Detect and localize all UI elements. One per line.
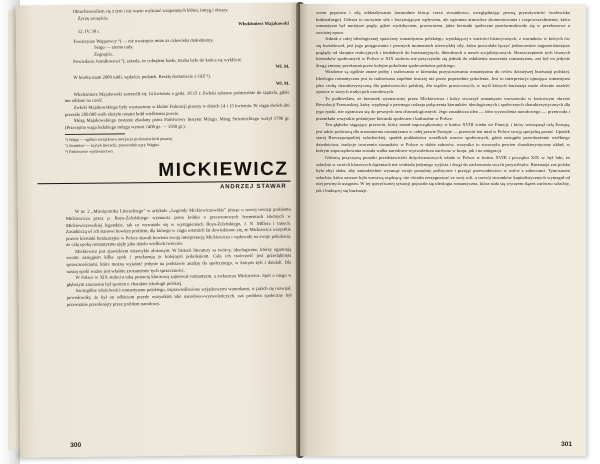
footnote-8: ⁸) Państwowe wydawnictwo. [65,148,114,155]
article-title: MICKIEWICZ [158,158,289,182]
right-paragraph-2: Jednak z całej ideologicznej spuścizny romantyzmu polskiego, wynikającej z wartości historycznych, z warunków w których ów się kształtował, jest jego potęgowanie i pewnych momentach niezwykłej siły, która pozwalała łączyć jednocześnie najprzeróżniejsze poglądy od skrajnie reakcyjnych i feudalnych do burżuazyjnych, liberalnych a nawet socjalistycznych. Rozszczepienie tych licznych kierunków społecznych w Polsce w XIX stuleciu nie przyczyniło się jednak do osłabienia znaczenia romantyzmu, zaś był on jedynie drogą zmiany przekonań przez kolejne pokolenia społeczeństwa polskiego. [316,36,570,68]
footnote-7: ⁷) Jermiłow — krytyk literacki, przewodniczący Wappu. [65,142,160,149]
body-paragraph-3: Mózg Majakowskiego zostanie zbadany przez Państwowy Instytut Mózgu. Mózg Strieżnickiego ważył 1700 gr. (Przeciętna waga ludzkiego mózgu wynosi 1400 gr. — 1550 gr.). [64,115,290,130]
towarzysze-line-1: Towarzysze Wappowcy ⁶) — nie uważajcie mnie za człowieka małoduszny. [72,37,214,44]
article-paragraph-3: W Polsce w XIX stuleciu taką postacią kluczową zajmował romantyzm, a zwłaszcza Mickiewicz. Spór o niego w głębszym znaczeniu był sporem o charakter ideologii polskiej. [66,272,292,287]
left-top-line-2: Życzę szczęścia. [77,15,109,21]
right-paragraph-1: wiem poprostu i siłą oddziaływania (naturalnie biorąc rzecz stosunkowo, uwzględniając pewną prymitywność środowiska kulturalnego). Uderza to szczytem siła i fascynującym wpływem, ale ogromna atmosfera skomentowania i rozpowszechnienia, która romantyzm był mniejsze pogły, gdzie wydobyciem, przewrotem, jakie kierunki społeczne przeformułowały się w przełomowe a swoistej epoce. [316,10,570,35]
right-paragraph-4: To podkreślam, że kierunek wyznaczony przez Mickiewicza i który stworzył romantyzm warszawski w końcowym okresie Rewolucji Francuskiej, który wypłynął z pewnego rodzaju połączenia kierunków ideologicznych i społecznych charakterystycznych dla jego epoki, nie ogranicza się do pewnych ram chronologicznych. Jego zasadnicza idea — idea wyzwolenia narodowego — przetrwała i przenikała wszystkie późniejsze kierunki społeczne i kulturalne w Polsce. [316,95,570,121]
article-paragraph-2: Mickiewicz jest zjawiskiem niezwykle złożonym. W historii literatury sa twórcy, ideologiczne, którzy ogarniają swoim zasięgiem kilka epok i przekazują je kolejnym pokoleniom. Cała ich twórczość jest przesiąknięta sprzecznościami, które można wyjaśnić jedynie na podstawie analizy tła społecznego, w którym żyli i działali. Dla naszej epoki ważne jest właśnie zrozumienie tych sprzeczności. [66,246,292,274]
article-paragraph-4: Szczególne właściwości romantyzmu polskiego, usprawiedliwione wyjątkowymi warunkami, w jakich się rozwijał, powodowały, że był on odbiciem przede wszystkim idei narodowo-wyzwoleńczych, zaś problem społeczny był przeważnie przesłonięty przez problem narodowy. [66,286,292,307]
footnote-6: ⁶) Wapp — ogólno-związkowa asocjacja proletariackich pisarzy. [65,136,174,143]
right-page [300,4,586,456]
page-number-left: 300 [70,441,82,449]
signature-wm-2: Wł. M. [275,80,290,86]
article-author: ANDRZEJ STAWAR [220,183,287,191]
signature-majakowski: Włodzimierz Majakowski [238,20,289,27]
left-top-line-1: Okrucheowaliem się z tym i nie warto wyliczać wzajemnych kłótni, intryg i obrazy. [72,7,229,14]
footnote-rule [65,134,125,136]
article-heading [37,159,290,206]
desk-line: W biurku mam 2000 rubli, wpłaćcie podatek. Resztę dostaniecie z GIZ ⁸). [73,73,211,81]
signature-wm-1: Wł. M. [275,63,290,69]
body-paragraph-1: Włodzimierz Majakowski zastrzelił się 14 kwietnia o godz. 10.15 r. Zwłoki zabrano pośmiertnie do szpitala, gdzie mu oddano na cześć. [64,89,290,104]
towarzysze-line-3: Zegnajcie. [94,51,114,57]
article-paragraph-1: W nr. 2 „Miesięcznika Literackiego” w artykule „Legendy Mickiewiczowskie” pisząc o nowej rewizji problemu Mickiewicza przez p. Boya-Żeleńskiego wyznacza jasno krótko o przewrotowych fermentach istotnych w Mickiewiczowskiej legendzie, tak co wyważale się w wystąpieniach Boya-Żeleńskiego, J. N. Millera i innych. Zasadniczą oś ich stanowi bowiem problem, dla którego w ciągu ostatnich lat dowiedziono się, że Mickiewicz wszystkie prawie kierunki burżuazyjne w Polsce dawali bowiem swoją interpretację Mickiewicza i wpływały na swoje pokolenia, że całą epokę romantyzmu ujęły jako dzieło wielkich twórców. [65,206,292,248]
right-paragraph-5: Ten głęboko sięgający przewrót, który nastał zapoczątkowany w końcu XVIII wieku we Francji, i który wstrząsnął całą Europą, jest także podstawą dla zrozumienia romantyzmu w całej prawie Europie — przewrót ten miał w Polsce swoją specjalną postać. Upadek starej Rzeczypospolitej szlacheckiej, spadek poddaństwa wszelkich warstw społecznych, gdzie nastąpiło przeobrażenie wielkiego dziedzictwa, tradycje tworzenia stosunków w Polsce w dobie zaborów, wszystko to stworzyło pewien charakterystyczny układ, w którym zapoczątkowana została walka narodowo-wyzwoleńcza zarówno w kraju, jak i na emigracji. [316,122,570,154]
right-paragraph-3: Wiadome są ogólnie znane próby i usiłowania w kierunku przystosowania romantyzmu do celów dzisiejszej burżuazji polskiej. Ideologia romantyczna jest tu traktowana zupełnie inaczej niż przez poprzednie pokolenia. Jest to interpretacja ujmująca romantyzm jako cechę charakterystyczną dla państwowości polskiej, dla rządów prawicowych, w myśl których burżuazja może obecnie znaleźć oparcie w starych tradycjach narodowych. [316,69,570,95]
page-number-right: 301 [561,441,572,448]
right-paragraph-6: Główną przyczyną porażki przedstawicieli dotychczasowych władz w Polsce w końcu XVIII i początku XIX w. był fakt, że szlachta w swoich klasowych dążeniach nie widziała jedynego wyjścia i drogi do zachowania swych przywilejów. Burżuazja zaś polska była zbyt słaba, aby samodzielnie wysunąć swoje postulaty polityczne i przejąć przewodnictwo w walce z zaborcami. Tymczasem szlachta, która zawsze była warstwą rządzącą, nie chciała zrezygnować ze swej roli, a rozwój stosunków kapitalistycznych wymagał od niej pewnych ustępstw. W tej specyficznej sytuacji pojawiła się ideologia romantyczna, która stała się wyrazem dążeń zarówno szlachty, jak i budzącej się burżuazji. [316,155,570,194]
towarzysze-line-2: Sergo — ziemu rady. [94,44,134,51]
body-paragraph-2: Zwłoki Majakowskiego były wystawione w klubie Federacji pisarzy w dniach 14 i 15 kwietnia. W ciągu dwóch dni przeszło 200.000 osób złożyło ostatni hołd wielkiemu poecie. [64,102,290,117]
date-line: 12. IV. 30 r. [77,28,100,35]
towarzysze-line-4: Powiedzcie Jermiłowowi ⁷), szkoda, że cofnąłem hasło, trzeba było do końca się wyklócić. [73,56,243,64]
left-page [16,3,304,458]
